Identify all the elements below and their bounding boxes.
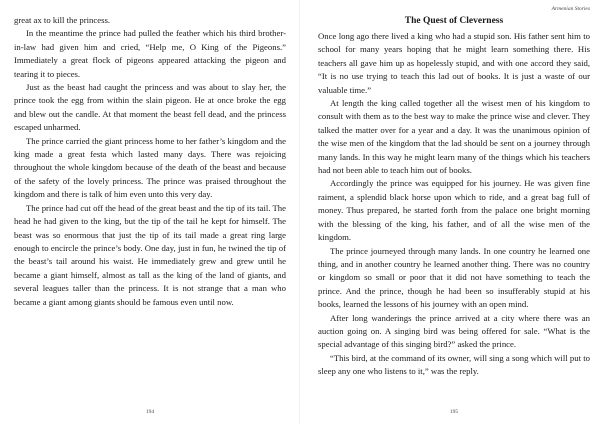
right-page-body [318,30,590,379]
paragraph: The prince carried the giant princess home to her father’s kingdom and the king made a great festa which lasted many days. There was rejoicing throughout the whole kingdom because of the death of the beast and because of the safety of the lovely princess. The prince was praised throughout the kingdom and there is talk of him even unto this very day. [14,135,286,200]
paragraph: The prince had cut off the head of the great beast and the tip of its tail. The head he had given to the king, but the tip of the tail he kept for himself. The beast was so enormous that just the tip of its tail made a great ring large enough to encircle the prince’s body. One day, just in fun, he twined the tip of the beast’s tail around his waist. He immediately grew and grew until he became a giant himself, almost as tall as the king of the land of giants, and several leagues taller than the princess. It is not strange that a man who became a giant among giants should be famous even until now. [14,202,286,307]
paragraph: “This bird, at the command of its owner, will sing a song which will put to sleep any one who listens to it,” was the reply. [318,352,590,377]
chapter-title: The Quest of Cleverness [404,16,504,26]
paragraph: In the meantime the prince had pulled the feather which his third brother-in-law had given him and cried, “Help me, O King of the Pigeons.” Immediately a great flock of pigeons appeared attacking the pigeon and tearing it to pieces. [14,28,286,79]
gutter-divider [299,0,300,424]
paragraph: Once long ago there lived a king who had a stupid son. His father sent him to school for many years hoping that he might learn something there. His teachers all gave him up as hopelessly stupid, and with one accord they said, “It is no use trying to teach this lad out of books. It is just a waste of our valuable time.” [318,31,590,95]
left-page [14,0,286,424]
paragraph: great ax to kill the princess. [14,15,111,25]
paragraph: After long wanderings the prince arrived at a city where there was an auction going on. A singing bird was being offered for sale. “What is the special advantage of this singing bird?” asked the prince. [318,312,590,350]
page-number: 194 [145,409,155,415]
paragraph: The prince journeyed through many lands. In one country he learned one thing, and in another country he learned another thing. There was no country or kingdom so small or poor that it did not have something to teach the prince. And the prince, though he had been so insufferably stupid at his books, learned the lessons of his journey with an open mind. [318,245,590,310]
page-number: 195 [449,409,459,415]
paragraph: At length the king called together all the wisest men of his kingdom to consult with them as to the best way to make the prince wise and clever. They talked the matter over for a year and a day. It was the unanimous opinion of the wise men of the kingdom that the lad should be sent on a journey through many lands. In this way he might learn many of the things which his teachers had not been able to teach him out of books. [318,98,590,176]
paragraph: Just as the beast had caught the princess and was about to slay her, the prince took the egg from within the slain pigeon. He at once broke the egg and blew out the candle. At that moment the beast fell dead, and the princess escaped unharmed. [14,82,286,133]
running-head: Armenian Stories [551,6,590,12]
left-page-body [14,14,286,309]
paragraph: Accordingly the prince was equipped for his journey. He was given fine raiment, a splendid black horse upon which to ride, and a great bag full of money. Thus prepared, he started forth from the palace one bright morning with the blessing of the king, his father, and of all the wise men of the kingdom. [318,178,590,243]
right-page [318,0,590,424]
